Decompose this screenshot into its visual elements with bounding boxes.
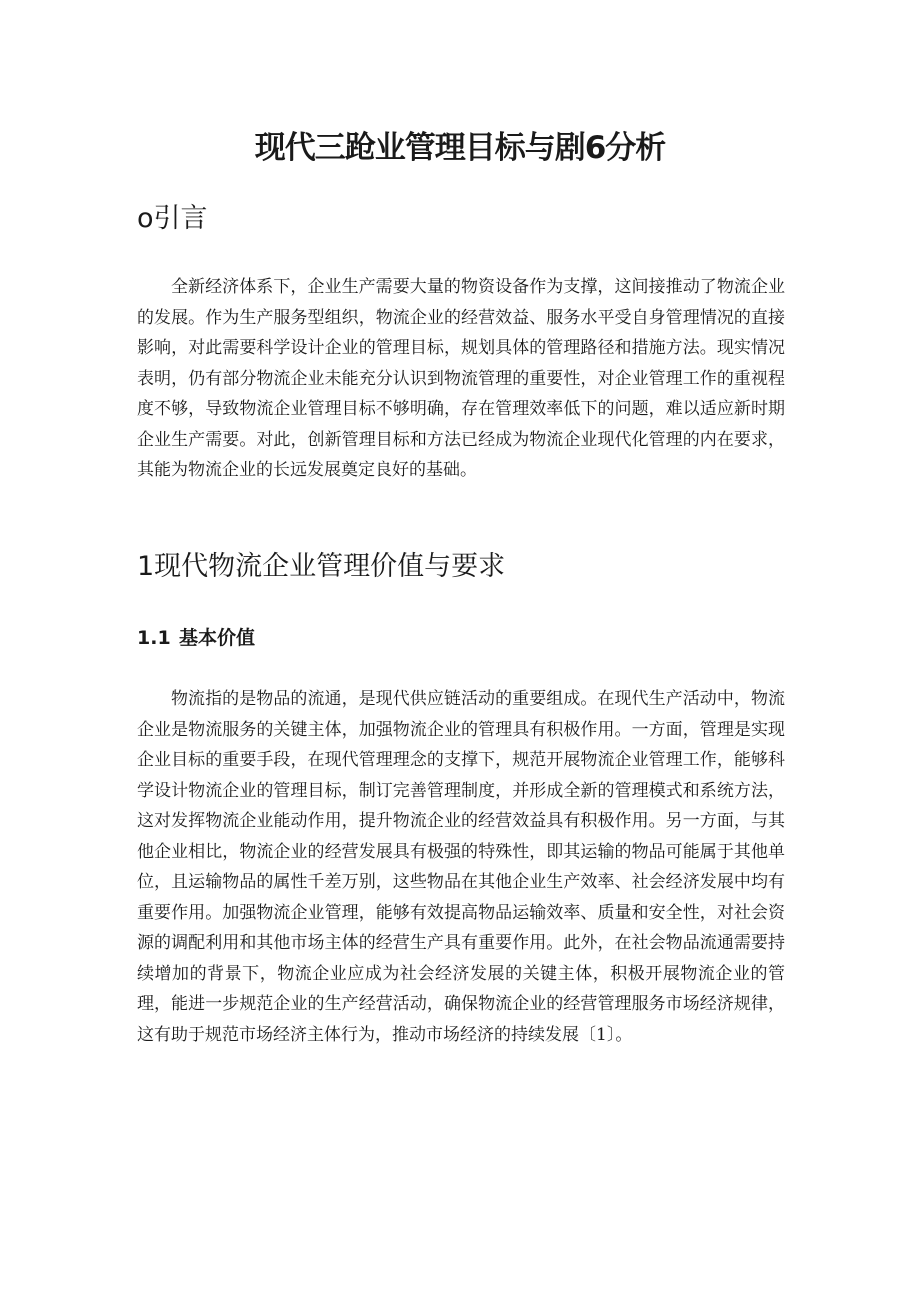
subsection-heading-1-1: [137, 623, 255, 653]
section-heading-introduction: o引言: [137, 203, 208, 234]
section-heading-1: 1现代物流企业管理价值与要求: [137, 551, 506, 582]
subsection-title: 基本价值: [179, 627, 256, 649]
subsection-number: 1.1: [137, 627, 171, 649]
basic-value-paragraph: 物流指的是物品的流通，是现代供应链活动的重要组成。在现代生产活动中，物流企业是物流服务的关键主体，加强物流企业的管理具有积极作用。一方面，管理是实现企业目标的重要手段，在现代管理理念的支撑下，规范开展物流企业管理工作，能够科学设计物流企业的管理目标，制订完善管理制度，并形成全新的管理模式和系统方法，这对发挥物流企业能动作用，提升物流企业的经营效益具有积极作用。另一方面，与其他企业相比，物流企业的经营发展具有极强的特殊性，即其运输的物品可能属于其他单位，且运输物品的属性千差万别，这些物品在其他企业生产效率、社会经济发展中均有重要作用。加强物流企业管理，能够有效提高物品运输效率、质量和安全性，对社会资源的调配利用和其他市场主体的经营生产具有重要作用。此外，在社会物品流通需要持续增加的背景下，物流企业应成为社会经济发展的关键主体，积极开展物流企业的管理，能进一步规范企业的生产经营活动，确保物流企业的经营管理服务市场经济规律，这有助于规范市场经济主体行为，推动市场经济的持续发展〔1〕。: [137, 689, 785, 1045]
introduction-paragraph: 全新经济体系下，企业生产需要大量的物资设备作为支撑，这间接推动了物流企业的发展。作为生产服务型组织，物流企业的经营效益、服务水平受自身管理情况的直接影响，对此需要科学设计企业的管理目标，规划具体的管理路径和措施方法。现实情况表明，仍有部分物流企业未能充分认识到物流管理的重要性，对企业管理工作的重视程度不够，导致物流企业管理目标不够明确，存在管理效率低下的问题，难以适应新时期企业生产需要。对此，创新管理目标和方法已经成为物流企业现代化管理的内在要求，其能为物流企业的长远发展奠定良好的基础。: [137, 277, 785, 480]
document-title: 现代三跄业管理目标与剧6分析: [254, 130, 666, 166]
